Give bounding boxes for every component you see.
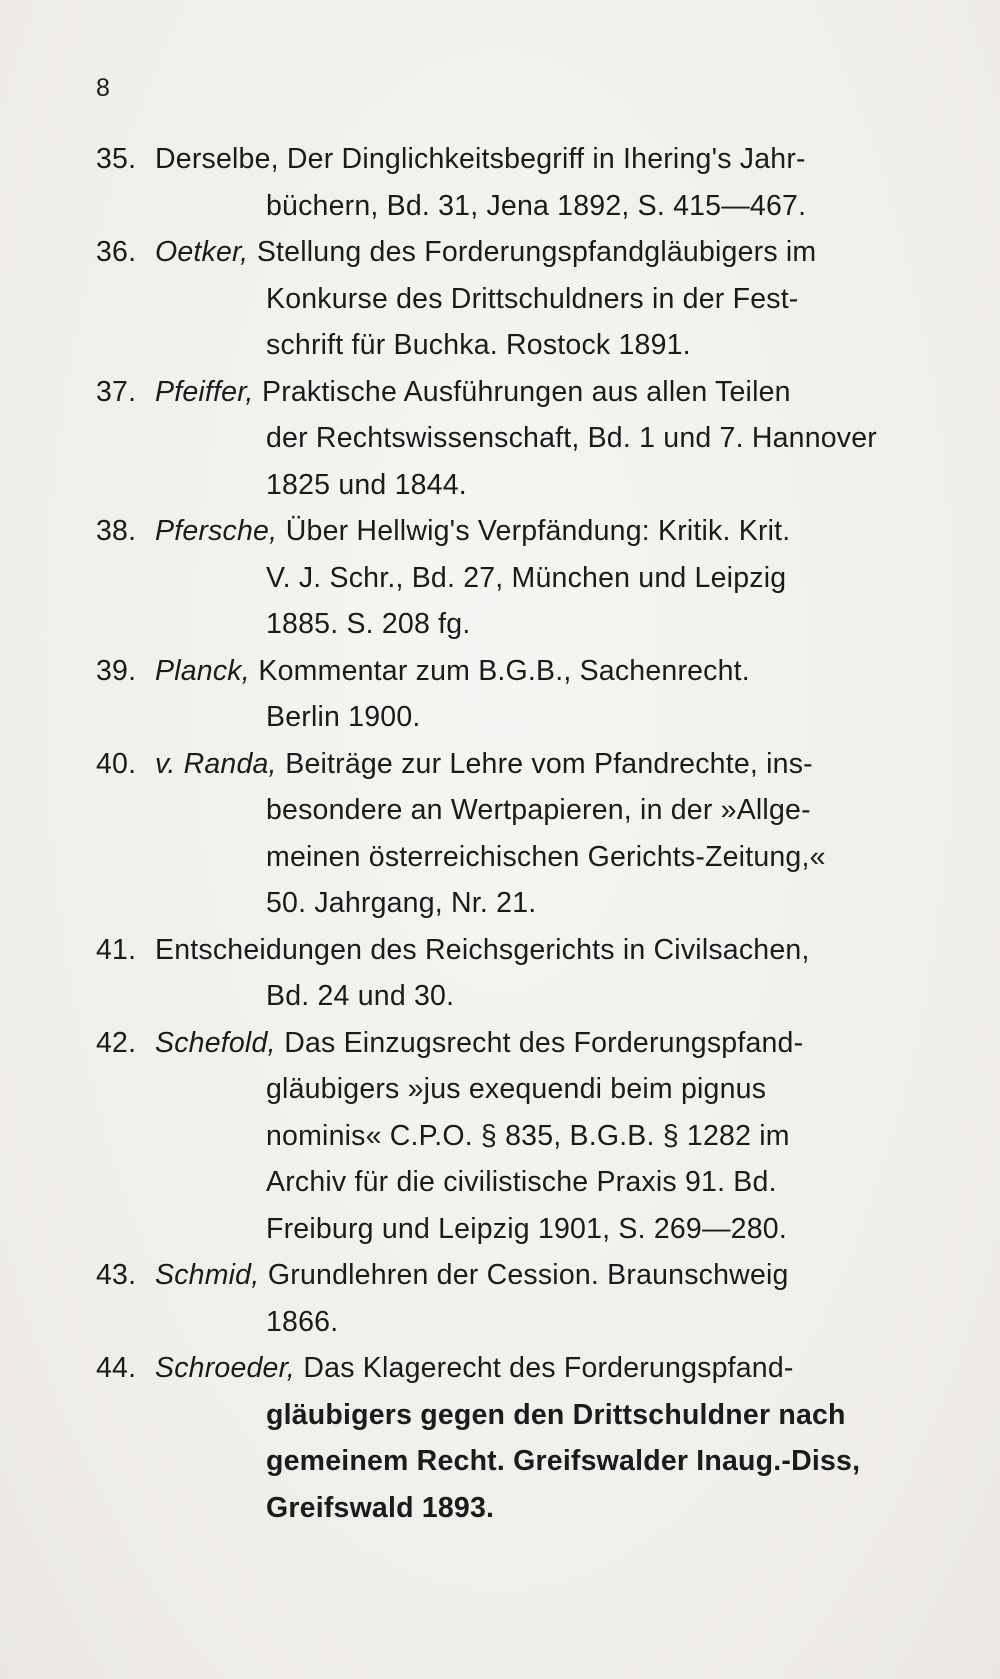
entry-number: 43. xyxy=(96,1259,137,1291)
entry-line: gläubigers gegen den Drittschuldner nach xyxy=(266,1398,846,1431)
entry-first-line xyxy=(155,1252,916,1299)
bibliography-entry xyxy=(96,927,916,1020)
entry-line: schrift für Buchka. Rostock 1891. xyxy=(266,329,691,361)
entry-line: Derselbe, Der Dinglichkeitsbegriff in Ihering's Jahr- xyxy=(155,143,806,175)
entry-line: 50. Jahrgang, Nr. 21. xyxy=(266,887,537,919)
entry-line: besondere an Wertpapieren, in der »Allge- xyxy=(266,794,811,826)
entry-title: Stellung des Forderungspfandgläubigers im xyxy=(256,236,817,268)
entry-title: Das Einzugsrecht des Forderungspfand- xyxy=(284,1026,804,1059)
entry-author: Schefold, xyxy=(155,1026,276,1059)
entry-line: gemeinem Recht. Greifswalder Inaug.-Diss, xyxy=(266,1445,861,1477)
entry-author: Pfersche, xyxy=(155,515,278,547)
entry-first-line xyxy=(155,229,916,276)
entry-line: Berlin 1900. xyxy=(266,701,421,733)
bibliography-entry xyxy=(96,369,916,509)
entry-line: Bd. 24 und 30. xyxy=(266,980,455,1012)
entry-number: 41. xyxy=(96,933,137,966)
entry-line: Konkurse des Drittschuldners in der Fest- xyxy=(266,282,799,315)
entry-author: Planck, xyxy=(155,654,250,687)
entry-line: 1885. S. 208 fg. xyxy=(266,608,471,640)
entry-title: Das Klagerecht des Forderungspfand- xyxy=(303,1352,794,1384)
entry-number: 40. xyxy=(96,747,137,780)
entry-first-line xyxy=(155,1345,916,1392)
entry-first-line xyxy=(155,1020,916,1067)
entry-line: 1825 und 1844. xyxy=(266,468,467,501)
bibliography-entry xyxy=(96,1252,916,1345)
entry-number: 38. xyxy=(96,515,137,547)
entry-line: nominis« C.P.O. § 835, B.G.B. § 1282 im xyxy=(266,1119,790,1152)
entry-line: gläubigers »jus exequendi beim pignus xyxy=(266,1073,767,1105)
entry-number: 42. xyxy=(96,1026,137,1059)
entry-author: v. Randa, xyxy=(155,747,277,780)
entry-title: Über Hellwig's Verpfändung: Kritik. Krit. xyxy=(285,515,791,547)
entry-author: Schmid, xyxy=(155,1259,260,1291)
entry-line: meinen österreichischen Gerichts-Zeitung,« xyxy=(266,840,826,873)
bibliography-list xyxy=(96,136,916,1531)
entry-first-line xyxy=(155,508,916,555)
entry-line: büchern, Bd. 31, Jena 1892, S. 415—467. xyxy=(266,189,807,222)
bibliography-entry xyxy=(96,508,916,648)
entry-number: 37. xyxy=(96,375,137,408)
bibliography-entry xyxy=(96,1020,916,1253)
entry-first-line xyxy=(155,369,916,416)
entry-number: 35. xyxy=(96,143,137,175)
entry-line: V. J. Schr., Bd. 27, München und Leipzig xyxy=(266,561,787,594)
entry-title: Beiträge zur Lehre vom Pfandrechte, ins- xyxy=(285,747,813,780)
bibliography-entry xyxy=(96,648,916,741)
entry-first-line xyxy=(155,648,916,695)
entry-author: Schroeder, xyxy=(155,1352,295,1384)
bibliography-entry xyxy=(96,741,916,927)
entry-line: Archiv für die civilistische Praxis 91. Bd. xyxy=(266,1166,777,1198)
entry-author: Oetker, xyxy=(155,236,249,268)
bibliography-entry xyxy=(96,136,916,229)
entry-author: Pfeiffer, xyxy=(155,375,254,408)
entry-number: 44. xyxy=(96,1352,137,1384)
page-number: 8 xyxy=(96,74,110,102)
entry-first-line: Entscheidungen des Reichsgerichts in Civilsachen, xyxy=(155,933,810,966)
entry-line: Freiburg und Leipzig 1901, S. 269—280. xyxy=(266,1212,787,1245)
entry-title: Praktische Ausführungen aus allen Teilen xyxy=(261,375,791,408)
entry-line: Greifswald 1893. xyxy=(266,1491,495,1524)
entry-line: der Rechtswissenschaft, Bd. 1 und 7. Hannover xyxy=(266,422,877,454)
entry-number: 39. xyxy=(96,654,137,687)
entry-first-line xyxy=(155,741,916,788)
entry-title: Grundlehren der Cession. Braunschweig xyxy=(267,1259,789,1291)
bibliography-entry xyxy=(96,229,916,369)
entry-number: 36. xyxy=(96,236,137,268)
entry-title: Kommentar zum B.G.B., Sachenrecht. xyxy=(258,654,750,687)
entry-line: 1866. xyxy=(266,1305,339,1338)
bibliography-entry xyxy=(96,1345,916,1531)
